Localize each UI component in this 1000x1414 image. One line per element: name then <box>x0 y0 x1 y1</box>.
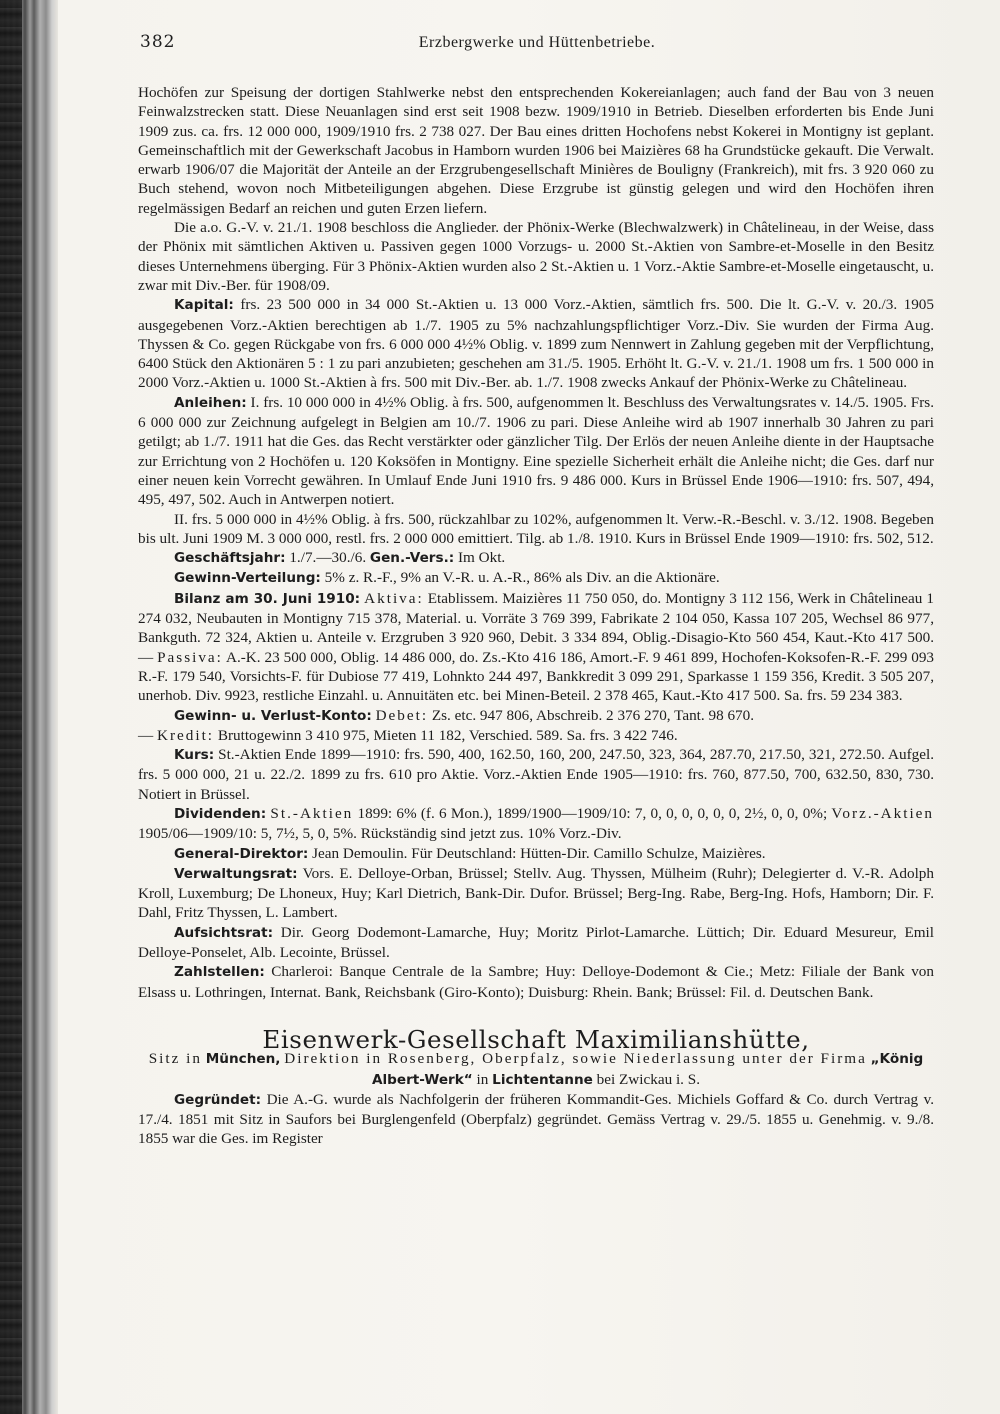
dividenden-text-1: 1899: 6% (f. 6 Mon.), 1899/1900—1909/10: 7, 0, 0, 0, 0, 0, 0, 2½, 0, 0, 0%; <box>353 804 832 822</box>
gegruendet-label: Gegründet: <box>174 1091 262 1108</box>
anleihen-entry <box>138 393 934 510</box>
gewinnverteilung-text: 5% z. R.-F., 9% an V.-R. u. A.-R., 86% als Div. an die Aktionäre. <box>320 569 720 587</box>
guv-kredit-text: Bruttogewinn 3 410 975, Mieten 11 182, Verschied. 589. Sa. frs. 3 422 746. <box>214 726 678 744</box>
company-seat-line <box>138 1049 934 1090</box>
zahlstellen-label: Zahlstellen: <box>174 964 265 981</box>
gegruendet-entry <box>138 1090 934 1149</box>
guv-entry <box>138 706 934 746</box>
bilanz-aktiva-word: Aktiva: <box>364 589 424 607</box>
gegruendet-text: Die A.-G. wurde als Nachfolgerin der früheren Kommandit-Ges. Michiels Goffard & Co. durch Vertrag v. 17./4. 1851 mit Sitz in Saufors bei Burglengenfeld (Oberpfalz) gegründet. Gemäss Vertrag v. 29./5. 1855 u. Genehmig. v. 9./8. 1855 war die Ges. im Register <box>138 1090 934 1148</box>
firma-place: Lichtentanne <box>492 1071 593 1088</box>
anleihen-ii-entry: II. frs. 5 000 000 in 4½% Oblig. à frs. 500, rückzahlbar zu 102%, aufgenommen lt. Verw.-R.-Beschl. v. 3./12. 1908. Begeben bis ult. Juni 1909 M. 3 000 000, restl. frs. 2 000 000 emittiert. Tilg. ab 1./8. 1910. Kurs in Brüssel Ende 1909—1910: frs. 502, 512. <box>138 510 934 547</box>
guv-label: Gewinn- u. Verlust-Konto: <box>174 707 372 724</box>
kurs-text: St.-Aktien Ende 1899—1910: frs. 590, 400, 162.50, 160, 200, 247.50, 323, 364, 287.70, 217.50, 321, 272.50. Aufgel. frs. 5 000 000, 21 u. 22./2. 1899 zu frs. 610 pro Aktie. Vorz.-Aktien Ende 1905—1910: frs. 760, 877.50, 700, 632.50, 830, 730. Notiert in Brüssel. <box>138 746 934 803</box>
running-title: Erzbergwerke und Hüttenbetriebe. <box>418 34 656 51</box>
general-direktor-entry <box>138 844 934 864</box>
firma-in: in <box>476 1070 489 1088</box>
phoenix-paragraph: Die a.o. G.-V. v. 21./1. 1908 beschloss die Anglieder. der Phönix-Werke (Blechwalzwerk) in Châtelineau, in der Weise, dass der Phönix mit sämtlichen Aktiven u. Passiven gegen 1000 Vorzugs- u. 2000 St.-Aktien von Sambre-et-Moselle in den Besitz dieses Unternehmens überging. Für 3 Phönix-Aktien wurden also 2 St.-Aktien u. 1 Vorz.-Aktie Sambre-et-Moselle eingetauscht, u. zwar mit Div.-Ber. für 1908/09. <box>138 219 934 294</box>
kurs-label: Kurs: <box>174 747 215 764</box>
guv-kredit-prefix: — <box>138 726 157 744</box>
kurs-entry <box>138 745 934 804</box>
zahlstellen-text: Charleroi: Banque Centrale de la Sambre; Huy: Delloye-Dodemont & Cie.; Metz: Filiale der Bank von Elsass u. Lothringen, Internat. Bank, Reichsbank (Giro-Konto); Duisburg: Rhein. Bank; Brüssel: Fil. d. Deutschen Bank. <box>138 963 934 1001</box>
sitz-word: Sitz in <box>148 1050 202 1068</box>
bilanz-aktiva-text: Etablissem. Maizières 11 750 050, do. Montigny 3 112 156, Werk in Châtelineau 1 274 032, Neubauten in Montigny 715 378, Material. u. Vorräte 3 769 399, Fabrikate 2 104 050, Kassa 107 205, Wechsel 86 977, Bankguth. 72 324, Aktien u. Anteile v. Erzgruben 3 920 960, Debit. 3 334 894, Oblig.-Disagio-Kto 560 454, Kaut.-Kto 417 500. — <box>138 589 935 666</box>
guv-debet-text: Zs. etc. 947 806, Abschreib. 2 376 270, Tant. 98 670. <box>428 706 755 724</box>
dividenden-label: Dividenden: <box>174 805 267 822</box>
firma-rest: bei Zwickau i. S. <box>596 1070 701 1088</box>
general-direktor-label: General-Direktor: <box>174 845 309 862</box>
kapital-entry <box>138 295 934 392</box>
anleihen-text: I. frs. 10 000 000 in 4½% Oblig. à frs. 500, aufgenommen lt. Beschluss des Verwaltungsrates v. 14./5. 1905. Frs. 6 000 000 zur Zeichnung aufgelegt in Belgien am 10./7. 1906 zu pari. Diese Anleihe wird ab 1907 innerhalb 30 Jahren zu pari getilgt; ab 1./7. 1911 hat die Ges. das Recht verstärkter oder gänzlicher Tilg. Der Erlös der neuen Anleihe diente in der Hauptsache zur Errichtung von 2 Hochöfen u. 120 Koksöfen in Montigny. Eine spezielle Sicherheit erhält die Anleihe nicht; die Ges. darf nur einer neuen kein Vorrecht gewähren. In Umlauf Ende Juni 1910 frs. 9 486 000. Kurs in Brüssel Ende 1906—1910: frs. 507, 494, 495, 497, 502. Auch in Antwerpen notiert. <box>138 393 934 509</box>
sitz-city: München, <box>205 1051 281 1068</box>
zahlstellen-entry <box>138 962 934 1002</box>
bilanz-passiva-word: Passiva: <box>157 648 223 666</box>
page-header <box>140 32 934 58</box>
page-number: 382 <box>140 32 176 52</box>
aufsichtsrat-entry <box>138 923 934 963</box>
genvers-label: Gen.-Vers.: <box>369 550 455 567</box>
intro-paragraph: Hochöfen zur Speisung der dortigen Stahlwerke nebst den entsprechenden Kokereianlagen; auch fand der Bau von 3 neuen Feinwalzstrecken statt. Diese Neuanlagen sind erst seit 1908 bezw. 1909/1910 in Betrieb. Dieselben erforderten bis Ende Juni 1909 zus. ca. frs. 12 000 000, 1909/1910 frs. 2 738 027. Der Bau eines dritten Hochofens nebst Kokerei in Montigny ist geplant. Gemeinschaftlich mit der Gewerkschaft Jacobus in Hamborn wurden 1906 bei Maizières 68 ha Grundstücke gekauft. Die Verwalt. erwarb 1906/07 die Majorität der Anteile an der Erzgrubengesellschaft Minières de Bouligny (Frankreich), mit frs. 3 920 060 zu Buch stehend, wovon noch Mitbeteiligungen abgehen. Diese Erzgrube ist günstig gelegen und wird den Hochöfen ihren regelmässigen Bedarf an reichen und guten Erzen liefern. <box>138 84 934 217</box>
geschaeftsjahr-label: Geschäftsjahr: <box>174 550 286 567</box>
kapital-text: frs. 23 500 000 in 34 000 St.-Aktien u. 13 000 Vorz.-Aktien, sämtlich frs. 500. Die lt. G.-V. v. 20./3. 1905 ausgegebenen Vorz.-Aktien berechtigen ab 1./7. 1905 zu 5% nachzahlungspflichtiger Vorz.-Div. Sie wurden der Firma Aug. Thyssen & Co. gegen Rückgabe von frs. 6 000 000 4½% Oblig. v. 1899 zum Nennwert in Zahlung gegeben mit der Verpflichtung, 6400 Stück den Aktionären 5 : 1 zu pari anzubieten; geschehen am 31./5. 1905. Erhöht lt. G.-V. v. 21./1. 1908 um frs. 1 500 000 in 2000 Vorz.-Aktien u. 1000 St.-Aktien à frs. 500 mit Div.-Ber. ab. 1./7. 1908 zwecks Ankauf der Phönix-Werke zu Châtelineau. <box>138 296 934 392</box>
guv-kredit-word: Kredit: <box>156 726 215 744</box>
bilanz-label: Bilanz am 30. Juni 1910: <box>174 590 361 607</box>
dividenden-vorz-word: Vorz.-Aktien <box>831 804 935 822</box>
binding-shadow <box>0 0 22 1414</box>
gewinnverteilung-entry <box>138 568 934 588</box>
guv-debet-word: Debet: <box>375 706 429 724</box>
verwaltungsrat-label: Verwaltungsrat: <box>174 865 298 882</box>
geschaeftsjahr-text: 1./7.—30./6. <box>285 549 367 567</box>
verwaltungsrat-entry <box>138 864 934 923</box>
dividenden-st-word: St.-Aktien <box>270 804 354 822</box>
aufsichtsrat-label: Aufsichtsrat: <box>174 924 273 941</box>
firma-name: „König Albert-Werk“ <box>371 1051 924 1088</box>
anleihen-label: Anleihen: <box>174 394 247 411</box>
dividenden-entry <box>138 804 934 844</box>
bilanz-entry <box>138 589 934 706</box>
page-body <box>138 83 934 1149</box>
aufsichtsrat-text: Dir. Georg Dodemont-Lamarche, Huy; Moritz Pirlot-Lamarche. Lüttich; Dir. Eduard Mesureur, Emil Delloye-Ponselet, Alb. Lecointe, Brüssel. <box>138 923 934 962</box>
genvers-text: Im Okt. <box>454 549 506 567</box>
bilanz-passiva-text: A.-K. 23 500 000, Oblig. 14 486 000, do. Zs.-Kto 416 186, Amort.-F. 9 461 899, Hochofen-Koksofen-R.-F. 299 093 R.-F. 179 540, Vorsichts-F. für Dubiose 77 419, Lohnkto 244 497, Bankkredit 3 099 291, Sparkasse 1 159 356, Kredit. 3 505 207, unerhob. Div. 9923, restliche Einzahl. u. Annuitäten etc. bei Minen-Beteil. 2 378 465, Kaut.-Kto 417 500. Sa. frs. 59 234 383. <box>138 648 935 705</box>
verwaltungsrat-text: Vors. E. Delloye-Orban, Brüssel; Stellv. Aug. Thyssen, Mülheim (Ruhr); Delegierter d. V.-R. Adolph Kroll, Luxemburg; De Lhoneux, Huy; Karl Dietrich, Bank-Dir. Dufor. Brüssel; Berg-Ing. Rabe, Berg-Ing. Hofs, Hamborn; Dir. F. Dahl, Fritz Thyssen, L. Lambert. <box>138 864 934 922</box>
kapital-label: Kapital: <box>174 297 234 314</box>
company-section-title: Eisenwerk-Gesellschaft Maximilianshütte, <box>262 1024 810 1054</box>
gewinnverteilung-label: Gewinn-Verteilung: <box>174 570 321 587</box>
dividenden-text-2: 1905/06—1909/10: 5, 7½, 5, 0, 5%. Rückständig sind jetzt zus. 10% Vorz.-Div. <box>138 825 622 843</box>
geschaeftsjahr-entry <box>138 548 934 568</box>
sitz-text: Direktion in Rosenberg, Oberpfalz, sowie Niederlassung unter der Firma <box>284 1050 867 1068</box>
general-direktor-text: Jean Demoulin. Für Deutschland: Hütten-Dir. Camillo Schulze, Maizières. <box>308 844 766 862</box>
